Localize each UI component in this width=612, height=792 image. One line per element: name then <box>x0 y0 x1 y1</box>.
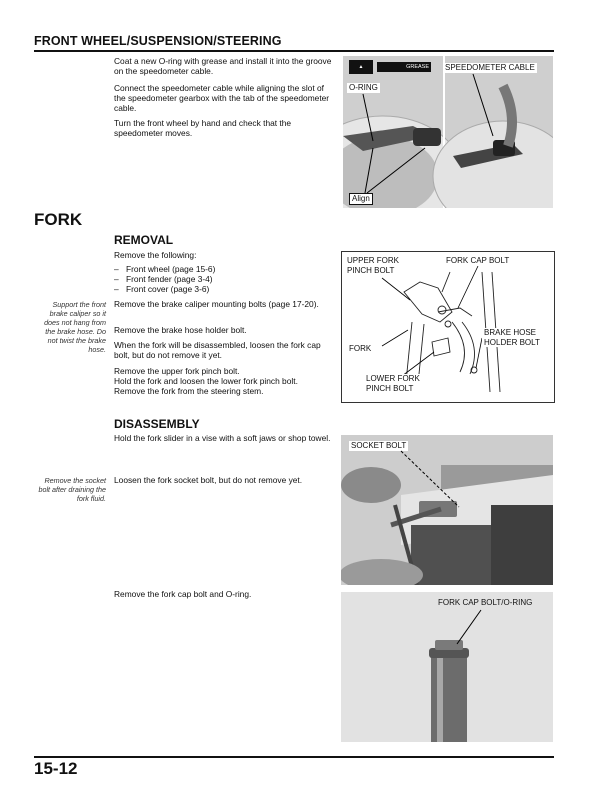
o-ring-label: O-RING <box>349 83 378 92</box>
removal-step-2: Remove the brake hose holder bolt. <box>114 325 247 335</box>
oil-can-icon: ▲ <box>349 60 373 74</box>
header-rule <box>34 50 554 52</box>
socket-bolt-leader <box>341 435 553 585</box>
speedo-step-3: Turn the front wheel by hand and check that the speedometer moves. <box>114 118 292 139</box>
subsection-title-removal: REMOVAL <box>114 233 174 247</box>
socket-bolt-label: SOCKET BOLT <box>351 441 407 450</box>
page-number: 15-12 <box>34 759 78 778</box>
speedo-step-1: Coat a new O-ring with grease and install it into the groove on the speedometer cable. <box>114 56 332 77</box>
removal-step-1: Remove the brake caliper mounting bolts (page 17-20). <box>114 299 319 309</box>
footer-rule <box>34 756 554 758</box>
subsection-title-disassembly: DISASSEMBLY <box>114 417 200 431</box>
speedometer-leader-lines <box>343 56 553 208</box>
removal-list <box>114 264 334 295</box>
section-title-fork: FORK <box>34 210 83 229</box>
upper-fork-pinch-bolt-label: UPPER FORK PINCH BOLT <box>347 256 400 275</box>
removal-step-3: When the fork will be disassembled, loosen the fork cap bolt, but do not remove it yet. <box>114 340 321 361</box>
removal-step-4b: Hold the fork and loosen the lower fork pinch bolt. <box>114 376 298 386</box>
removal-item: – Front fender (page 3-4) <box>114 274 334 284</box>
lower-fork-pinch-bolt-label: LOWER FORK PINCH BOLT <box>366 374 420 393</box>
removal-intro: Remove the following: <box>114 250 197 260</box>
disassembly-side-note: Remove the socket bolt after draining the fork fluid. <box>38 476 106 503</box>
align-label: Align <box>349 193 373 205</box>
page-header-title: FRONT WHEEL/SUSPENSION/STEERING <box>34 34 282 48</box>
removal-item: – Front wheel (page 15-6) <box>114 264 334 274</box>
speedo-step-2: Connect the speedometer cable while aligning the slot of the speedometer gearbox with the tab of the speedometer cable. <box>114 83 330 114</box>
fork-cap-bolt-label: FORK CAP BOLT <box>446 256 510 265</box>
grease-symbol: GREASE <box>377 62 431 72</box>
removal-step-4c: Remove the fork from the steering stem. <box>114 386 264 396</box>
removal-side-note: Support the front brake caliper so it does not hang from the brake hose. Do not twist the brake hose. <box>44 300 106 354</box>
disassembly-step-1: Hold the fork slider in a vise with a soft jaws or shop towel. <box>114 433 331 443</box>
disassembly-step-2: Loosen the fork socket bolt, but do not remove yet. <box>114 475 303 485</box>
brake-hose-holder-bolt-label: BRAKE HOSE HOLDER BOLT <box>484 328 540 347</box>
fork-cap-bolt-o-ring-label: FORK CAP BOLT/O-RING <box>438 598 533 607</box>
speedometer-cable-figure <box>343 56 553 208</box>
fork-removal-figure <box>341 251 555 403</box>
removal-step-4a: Remove the upper fork pinch bolt. <box>114 366 240 376</box>
vise-socket-bolt-figure <box>341 435 553 585</box>
fork-cap-leader <box>341 592 553 742</box>
disassembly-step-3: Remove the fork cap bolt and O-ring. <box>114 589 252 599</box>
removal-item: – Front cover (page 3-6) <box>114 284 334 294</box>
speedometer-cable-label: SPEEDOMETER CABLE <box>445 63 535 72</box>
fork-label: FORK <box>349 344 372 353</box>
fork-cap-bolt-figure <box>341 592 553 742</box>
